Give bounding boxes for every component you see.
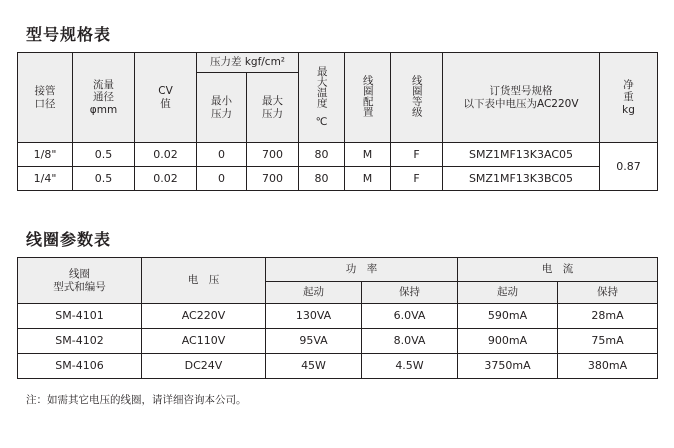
cell-power-start: 45W (266, 354, 362, 379)
table-row (18, 167, 658, 191)
cell-current-hold: 28mA (558, 304, 658, 329)
model-table-title: 型号规格表 (26, 25, 112, 44)
header-coil-config-label: 线圈配置 (361, 74, 374, 117)
cell-power-hold: 4.5W (362, 354, 458, 379)
header-coil-grade (391, 53, 443, 143)
cell-flow: 0.5 (73, 167, 135, 191)
header-power-start: 起动 (266, 282, 362, 304)
footnote: 注：如需其它电压的线圈，请详细咨询本公司。 (26, 394, 247, 406)
cell-current-hold: 380mA (558, 354, 658, 379)
cell-coil-type: SM-4101 (18, 304, 142, 329)
header-temp-unit: ℃ (315, 116, 328, 128)
cell-cv: 0.02 (135, 143, 197, 167)
cell-cv: 0.02 (135, 167, 197, 191)
coil-table-title: 线圈参数表 (26, 230, 112, 249)
cell-pipe: 1/4" (18, 167, 73, 191)
cell-config: M (345, 143, 391, 167)
cell-flow: 0.5 (73, 143, 135, 167)
model-spec-table (17, 52, 658, 191)
header-pressure-diff: 压力差 kgf/cm² (197, 53, 299, 73)
header-max-temp-label: 最大温度 (315, 66, 328, 109)
cell-voltage: AC220V (142, 304, 266, 329)
header-order-model: 订货型号规格 以下表中电压为AC220V (443, 53, 600, 143)
cell-temp: 80 (299, 143, 345, 167)
cell-model: SMZ1MF13K3BC05 (443, 167, 600, 191)
cell-power-hold: 6.0VA (362, 304, 458, 329)
header-coil-type: 线圈 型式和编号 (18, 258, 142, 304)
cell-max-pressure: 700 (247, 167, 299, 191)
cell-power-start: 95VA (266, 329, 362, 354)
cell-min-pressure: 0 (197, 143, 247, 167)
cell-max-pressure: 700 (247, 143, 299, 167)
header-min-pressure: 最小 压力 (197, 73, 247, 143)
cell-current-start: 3750mA (458, 354, 558, 379)
cell-config: M (345, 167, 391, 191)
header-net-weight: 净 重 kg (600, 53, 658, 143)
cell-coil-type: SM-4102 (18, 329, 142, 354)
cell-grade: F (391, 143, 443, 167)
cell-coil-type: SM-4106 (18, 354, 142, 379)
cell-min-pressure: 0 (197, 167, 247, 191)
table-row (18, 354, 658, 379)
cell-model: SMZ1MF13K3AC05 (443, 143, 600, 167)
header-current-hold: 保持 (558, 282, 658, 304)
cell-power-hold: 8.0VA (362, 329, 458, 354)
cell-current-hold: 75mA (558, 329, 658, 354)
cell-voltage: AC110V (142, 329, 266, 354)
header-power-hold: 保持 (362, 282, 458, 304)
table-row (18, 329, 658, 354)
cell-temp: 80 (299, 167, 345, 191)
header-power: 功 率 (266, 258, 458, 282)
coil-param-table (17, 257, 658, 379)
cell-current-start: 900mA (458, 329, 558, 354)
header-voltage: 电 压 (142, 258, 266, 304)
header-max-pressure: 最大 压力 (247, 73, 299, 143)
table-row (18, 143, 658, 167)
header-cv: CV 值 (135, 53, 197, 143)
header-flow-diameter: 流量 通径 φmm (73, 53, 135, 143)
header-pipe-diameter: 接管 口径 (18, 53, 73, 143)
cell-weight: 0.87 (600, 143, 658, 191)
cell-voltage: DC24V (142, 354, 266, 379)
cell-grade: F (391, 167, 443, 191)
header-coil-config (345, 53, 391, 143)
header-current-start: 起动 (458, 282, 558, 304)
header-current: 电 流 (458, 258, 658, 282)
cell-power-start: 130VA (266, 304, 362, 329)
cell-pipe: 1/8" (18, 143, 73, 167)
cell-current-start: 590mA (458, 304, 558, 329)
table-row (18, 304, 658, 329)
header-max-temp (299, 53, 345, 143)
header-coil-grade-label: 线圈等级 (410, 74, 423, 117)
